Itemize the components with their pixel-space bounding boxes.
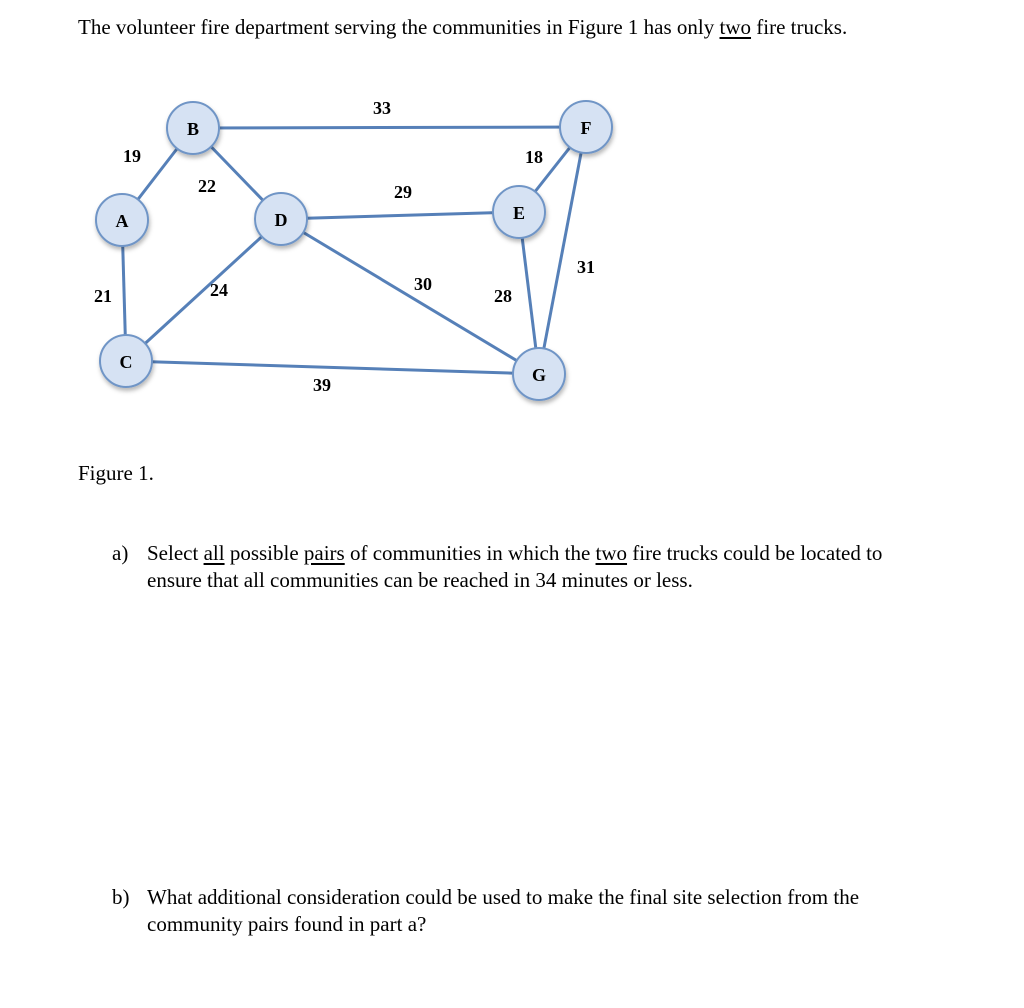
edge-C-D <box>126 219 281 361</box>
question-b-label: b) <box>112 885 130 909</box>
node-label-G: G <box>531 365 547 385</box>
node-label-C: C <box>119 352 133 372</box>
edges <box>119 127 586 374</box>
question-a-text: Select all possible pairs of communities in which the two fire trucks could be located to ensure that all communities can be reached in 34 minutes or less. <box>147 541 883 592</box>
question-a <box>112 540 932 594</box>
weight-CD: 24 <box>210 280 228 300</box>
question-a-label: a) <box>112 541 129 565</box>
nodes <box>96 101 612 400</box>
node-B <box>167 102 219 154</box>
figure-caption: Figure 1. <box>78 461 154 485</box>
edge-C-G <box>126 361 539 374</box>
edge-F-G <box>539 127 586 374</box>
node-E <box>493 186 545 238</box>
node-label-F: F <box>580 118 592 138</box>
weight-AB: 19 <box>123 146 141 166</box>
node-label-E: E <box>512 203 526 223</box>
node-F <box>560 101 612 153</box>
weight-AC: 21 <box>94 286 112 306</box>
intro-text-1: The volunteer fire department serving the communities in Figure 1 has only <box>78 15 720 39</box>
node-D <box>255 193 307 245</box>
node-C <box>100 335 152 387</box>
node-label-B: B <box>186 119 200 139</box>
weight-BF: 33 <box>373 98 391 118</box>
node-G <box>513 348 565 400</box>
weight-EF: 18 <box>525 147 543 167</box>
weight-FG: 31 <box>577 257 595 277</box>
edge-weights <box>94 98 595 395</box>
weight-BD: 22 <box>198 176 216 196</box>
edge-D-E <box>281 212 519 219</box>
edge-B-F <box>193 127 586 128</box>
node-label-A: A <box>115 211 129 231</box>
node-A <box>96 194 148 246</box>
question-b <box>112 884 932 938</box>
intro-text-2: fire trucks. <box>751 15 848 39</box>
weight-CG: 39 <box>313 375 331 395</box>
intro-emphasis: two <box>719 15 752 39</box>
weight-EG: 28 <box>494 286 512 306</box>
weight-DE: 29 <box>394 182 412 202</box>
weight-DG: 30 <box>414 274 432 294</box>
node-label-D: D <box>274 210 288 230</box>
question-b-text: What additional consideration could be used to make the final site selection from the community pairs found in part a? <box>147 885 860 936</box>
